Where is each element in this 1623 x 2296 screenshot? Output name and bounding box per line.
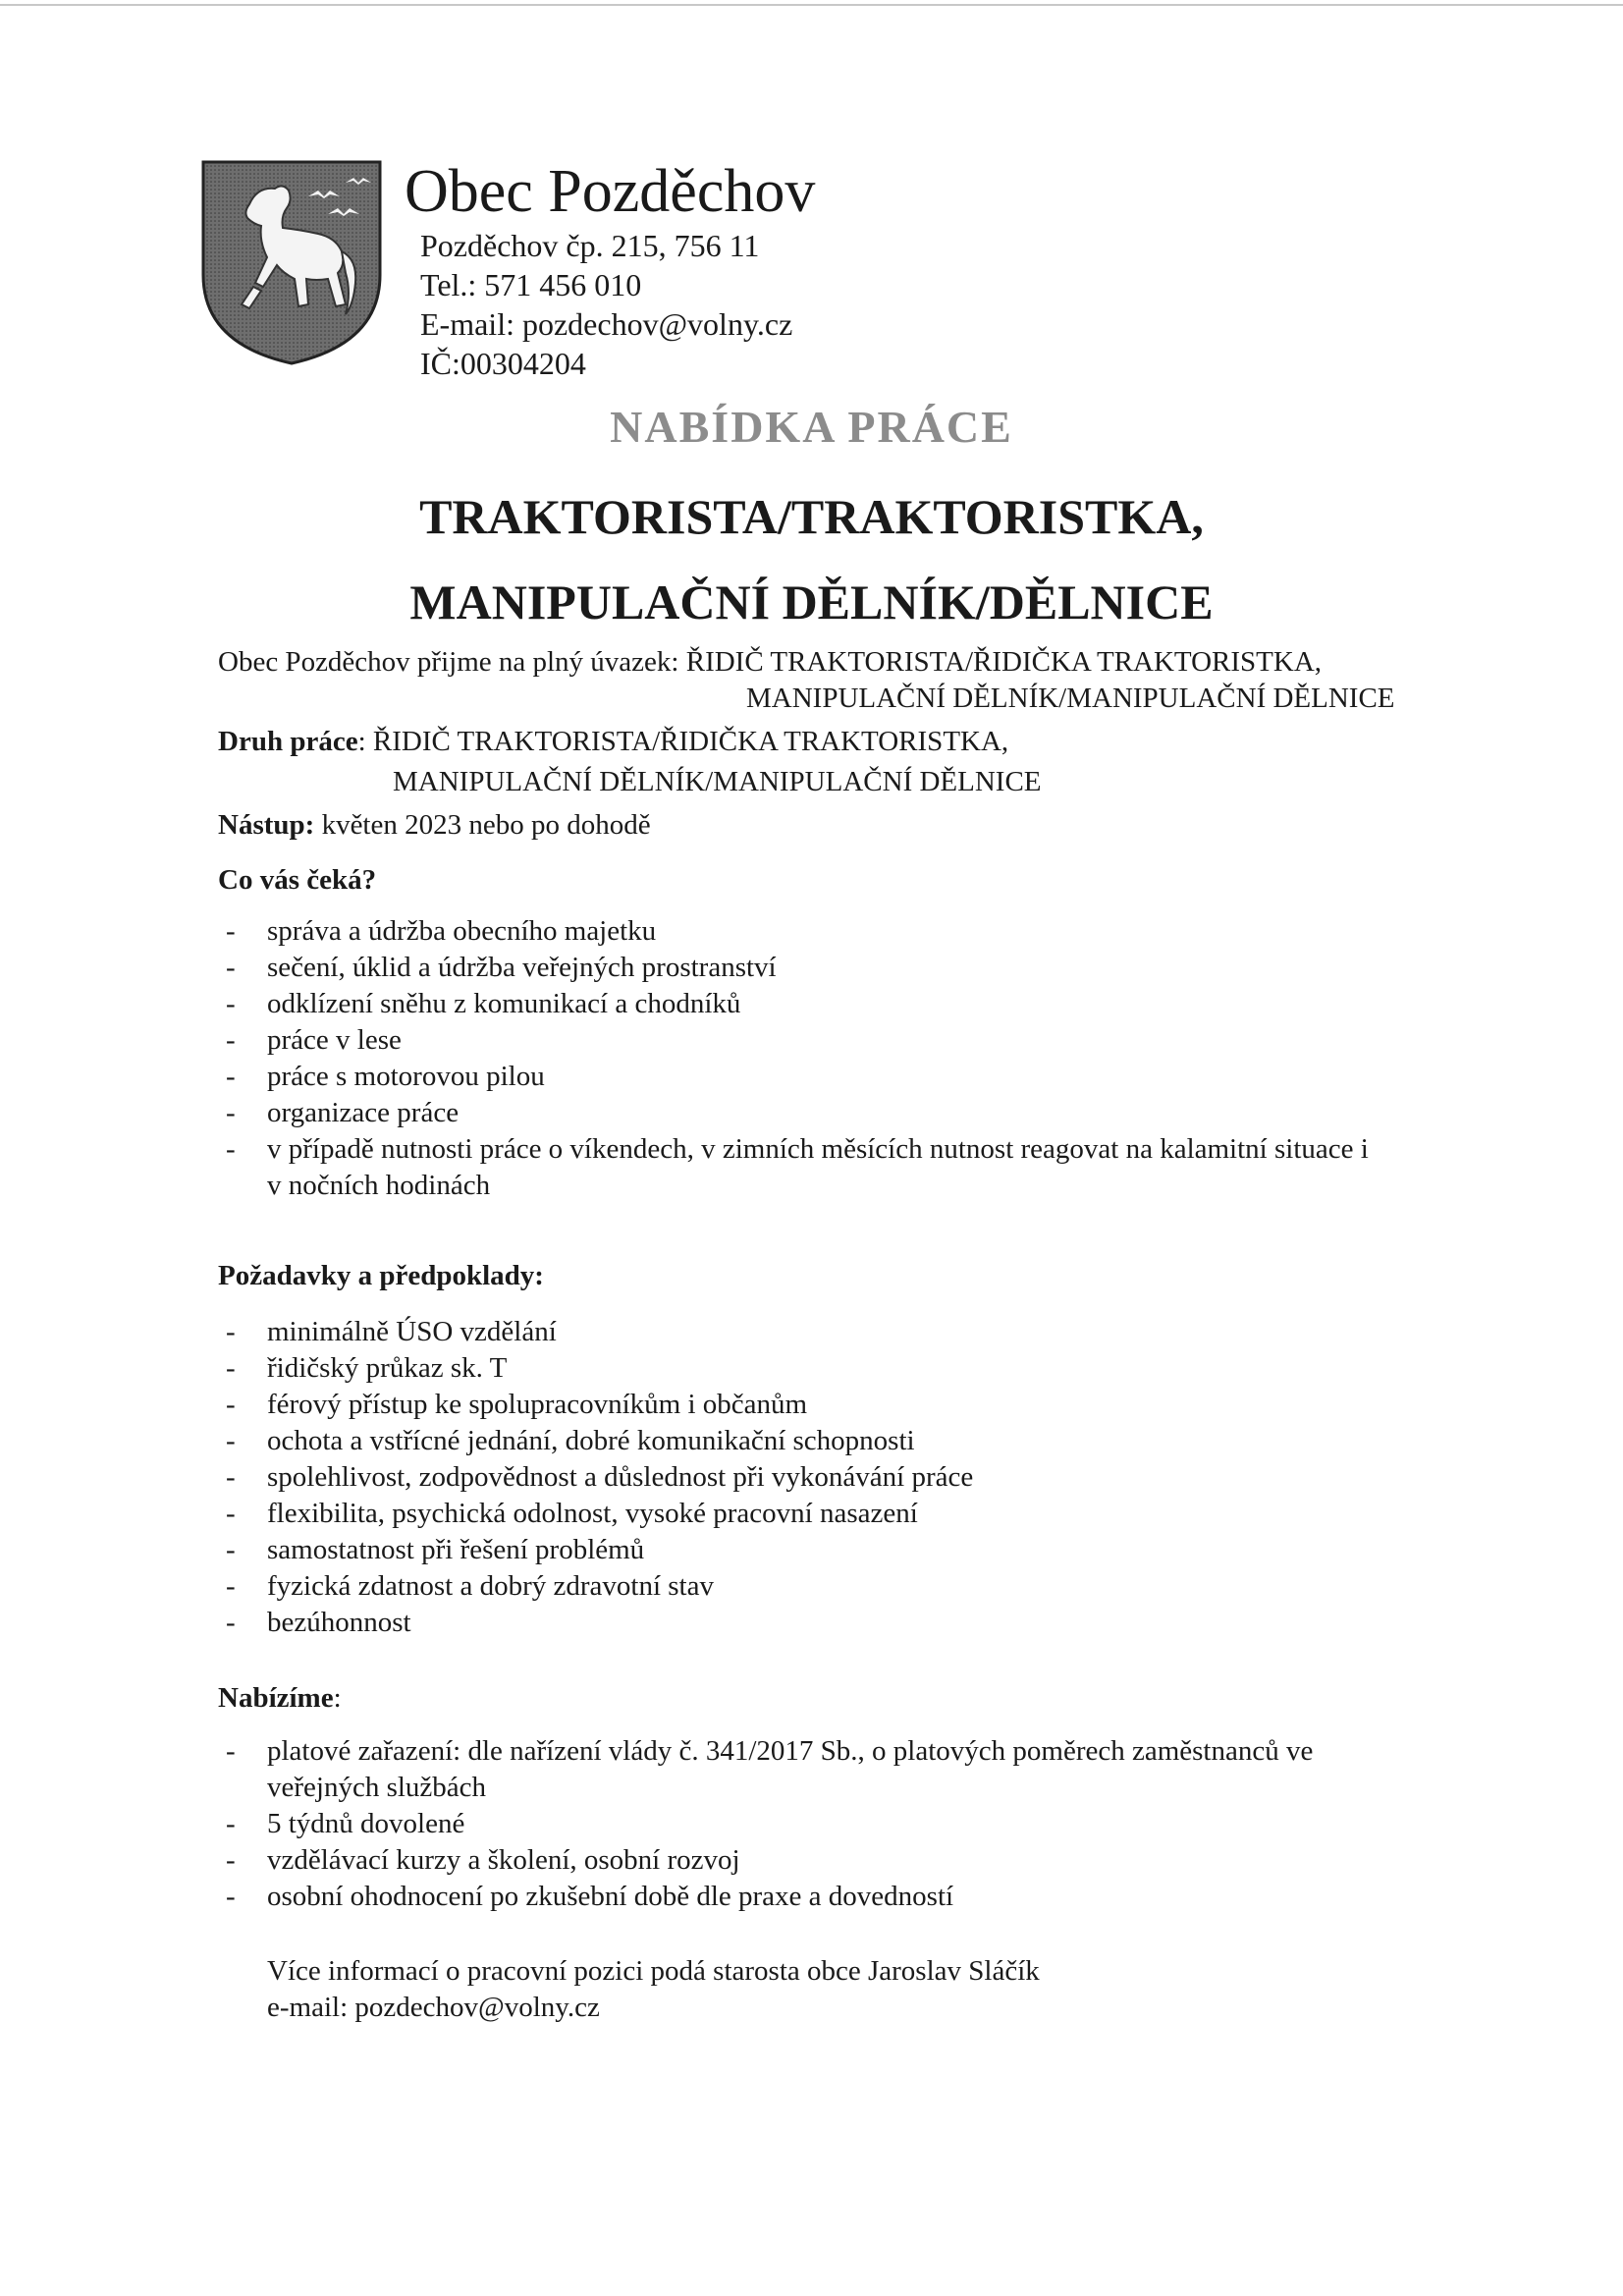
list-item: - organizace práce: [218, 1095, 1494, 1131]
list-item: - minimálně ÚSO vzdělání: [218, 1314, 1494, 1350]
job-title-line-1: TRAKTORISTA/TRAKTORISTKA,: [419, 489, 1204, 544]
list-item: [218, 1733, 1494, 1806]
offer-heading: [218, 1682, 342, 1715]
list-item-line-1: - v případě nutnosti práce o víkendech, v zimních měsících nutnost reagovat na kalamitní situace i: [267, 1133, 1369, 1165]
list-item: - ochota a vstřícné jednání, dobré komunikační schopnosti: [218, 1423, 1494, 1459]
list-item: - bezúhonnost: [218, 1605, 1494, 1641]
requirements-list: [218, 1314, 1494, 1641]
contact-info: Více informací o pracovní pozici podá starosta obce Jaroslav Sláčík: [267, 1955, 1040, 1987]
list-item: - řidičský průkaz sk. T: [218, 1350, 1494, 1387]
list-item: - spolehlivost, zodpovědnost a důslednost při vykonávání práce: [218, 1459, 1494, 1496]
requirements-heading: Požadavky a předpoklady:: [218, 1260, 544, 1291]
list-item: - 5 týdnů dovolené: [218, 1806, 1494, 1842]
organization-address: Pozděchov čp. 215, 756 11: [420, 228, 760, 263]
list-item: - flexibilita, psychická odolnost, vysoké pracovní nasazení: [218, 1496, 1494, 1532]
horse-coat-of-arms-icon: [198, 157, 385, 368]
offer-heading-text: Nabízíme: [218, 1682, 334, 1714]
work-type-label: Druh práce: [218, 726, 358, 757]
duties-list: [218, 913, 1494, 1204]
list-item: [218, 1131, 1494, 1204]
start-label: Nástup:: [218, 809, 315, 841]
job-title-line-2: MANIPULAČNÍ DĚLNÍK/DĚLNICE: [409, 574, 1214, 629]
hire-position-line-2: MANIPULAČNÍ DĚLNÍK/MANIPULAČNÍ DĚLNICE: [746, 683, 1395, 714]
contact-email: e-mail: pozdechov@volny.cz: [267, 1992, 600, 2023]
offer-title: NABÍDKA PRÁCE: [610, 402, 1013, 452]
offer-heading-colon: :: [333, 1682, 342, 1714]
list-item-line-2: veřejných službách: [267, 1772, 487, 1803]
work-type-line-1: ŘIDIČ TRAKTORISTA/ŘIDIČKA TRAKTORISTKA,: [372, 726, 1009, 757]
organization-name: Obec Pozděchov: [405, 158, 816, 225]
list-item: - správa a údržba obecního majetku: [218, 913, 1494, 950]
list-item: - fyzická zdatnost a dobrý zdravotní stav: [218, 1568, 1494, 1605]
list-item: - osobní ohodnocení po zkušební době dle praxe a dovedností: [218, 1879, 1494, 1915]
list-item: - vzdělávací kurzy a školení, osobní rozvoj: [218, 1842, 1494, 1879]
organization-ico: IČ:00304204: [420, 346, 586, 381]
duties-heading: Co vás čeká?: [218, 864, 377, 896]
list-item: - samostatnost při řešení problémů: [218, 1532, 1494, 1568]
organization-email: E-mail: pozdechov@volny.cz: [420, 306, 793, 342]
start-date: [218, 807, 651, 844]
start-value: květen 2023 nebo po dohodě: [314, 809, 651, 841]
organization-header: [405, 157, 815, 383]
offer-list: [218, 1733, 1494, 1915]
list-item-line-1: - platové zařazení: dle nařízení vlády č. 341/2017 Sb., o platových poměrech zaměstnanců ve: [267, 1735, 1314, 1767]
work-type-colon: :: [357, 726, 373, 757]
hire-position-line-1: ŘIDIČ TRAKTORISTA/ŘIDIČKA TRAKTORISTKA,: [685, 646, 1323, 678]
work-type: [218, 724, 1008, 760]
list-item: - práce v lese: [218, 1022, 1494, 1059]
list-item: - sečení, úklid a údržba veřejných prostranství: [218, 950, 1494, 986]
list-item: - férový přístup ke spolupracovníkům i občanům: [218, 1387, 1494, 1423]
list-item-line-2: v nočních hodinách: [267, 1170, 491, 1201]
work-type-line-2: MANIPULAČNÍ DĚLNÍK/MANIPULAČNÍ DĚLNICE: [393, 766, 1042, 797]
scan-edge-line: [0, 4, 1623, 6]
list-item: - práce s motorovou pilou: [218, 1059, 1494, 1095]
hire-prefix: Obec Pozděchov přijme na plný úvazek:: [218, 646, 686, 678]
list-item: - odklízení sněhu z komunikací a chodníků: [218, 986, 1494, 1022]
hire-statement: [218, 644, 1322, 681]
organization-phone: Tel.: 571 456 010: [420, 267, 642, 302]
